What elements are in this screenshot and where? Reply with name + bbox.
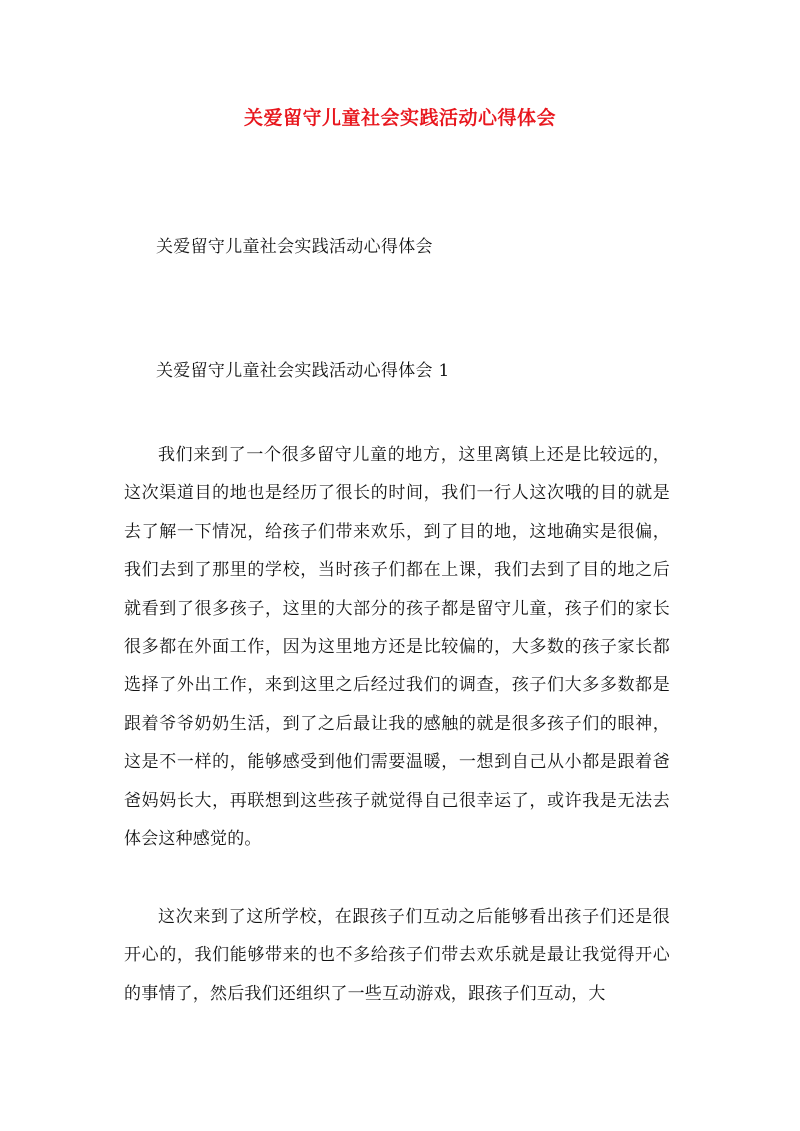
document-subtitle: 关爱留守儿童社会实践活动心得体会	[156, 237, 433, 257]
body-paragraph: 我们来到了一个很多留守儿童的地方，这里离镇上还是比较远的，这次渠道目的地也是经历了很长的时间，我们一行人这次哦的目的就是去了解一下情况，给孩子们带来欢乐，到了目的地，这地确实是很偏，我们去到了那里的学校，当时孩子们都在上课，我们去到了目的地之后就看到了很多孩子，这里的大部分的孩子都是留守儿童，孩子们的家长很多都在外面工作，因为这里地方还是比较偏的，大多数的孩子家长都选择了外出工作，来到这里之后经过我们的调查，孩子们大多多数都是跟着爷爷奶奶生活，到了之后最让我的感触的就是很多孩子们的眼神，这是不一样的，能够感受到他们需要温暖，一想到自己从小都是跟着爸爸妈妈长大，再联想到这些孩子就觉得自己很幸运了，或许我是无法去体会这种感觉的。	[124, 445, 670, 850]
body-paragraph: 这次来到了这所学校，在跟孩子们互动之后能够看出孩子们还是很开心的，我们能够带来的也不多给孩子们带去欢乐就是最让我觉得开心的事情了，然后我们还组织了一些互动游戏，跟孩子们互动，大	[124, 907, 670, 1004]
body-paragraph-1-container	[124, 436, 670, 858]
section-heading: 关爱留守儿童社会实践活动心得体会 1	[156, 361, 450, 381]
document-title: 关爱留守儿童社会实践活动心得体会	[243, 107, 556, 129]
body-paragraph-2-container	[124, 898, 670, 1013]
